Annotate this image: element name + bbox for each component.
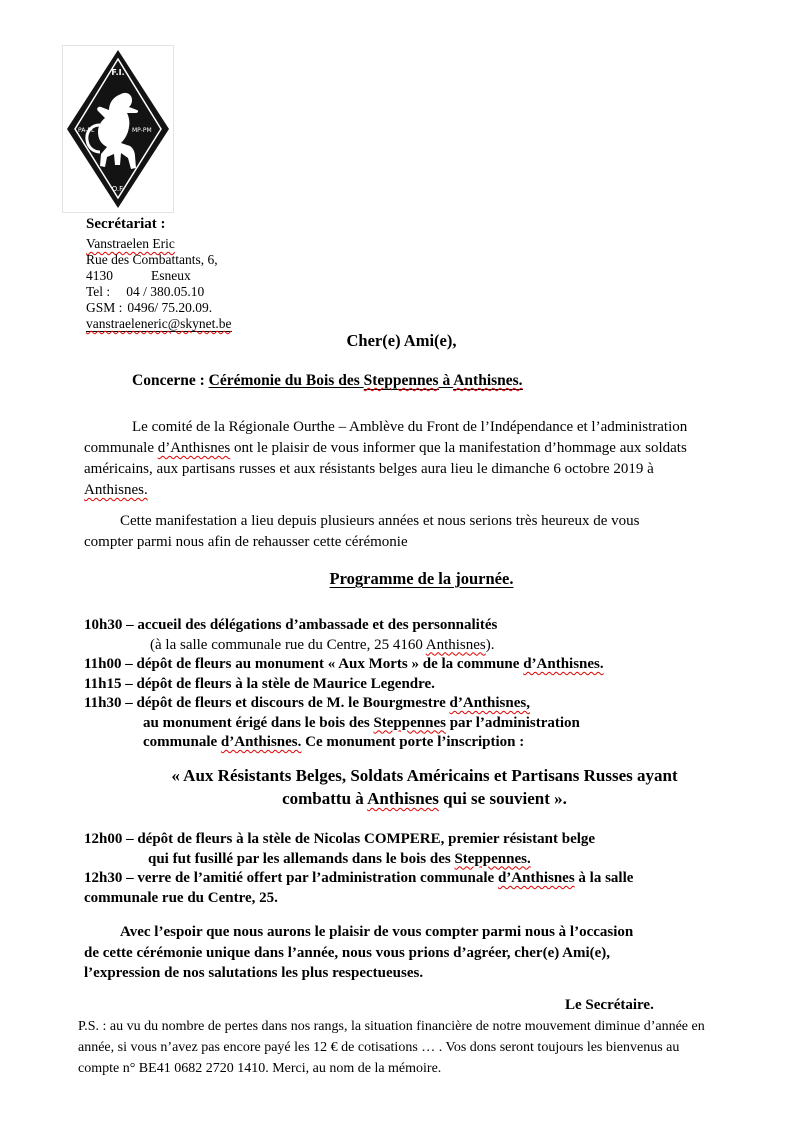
paragraph-line: [84, 459, 744, 480]
text-segment: Concerne :: [132, 372, 209, 389]
postscript-paragraph: [78, 1016, 770, 1079]
program-list: [84, 616, 764, 753]
program-title: Programme de la journée.: [329, 569, 514, 588]
text-segment: Cérémonie du Bois des: [208, 372, 364, 389]
text-segment: Steppennes.: [454, 850, 531, 867]
program-item-11h15: [84, 675, 764, 695]
paragraph-line: [84, 417, 744, 438]
secretariat-heading: Secrétariat :: [86, 216, 166, 232]
paragraph-line: [78, 1037, 770, 1058]
lion-rampant-emblem: [64, 47, 172, 211]
text-segment: américains, aux partisans russes et aux résistants belges aura lieu le dimanche 6 octobre 2019 à: [84, 461, 654, 477]
logo-left-label: PA-PL: [78, 127, 95, 134]
text-segment: « Aux Résistants Belges, Soldats Américains et Partisans Russes ayant: [171, 766, 678, 785]
signature: Le Secrétaire.: [565, 997, 654, 1013]
text-segment: communale: [143, 734, 221, 750]
subject-line: [132, 372, 523, 390]
paragraph-invitation: [84, 511, 744, 553]
text-segment: compter parmi nous afin de rehausser cette cérémonie: [84, 534, 408, 550]
secretary-name: [86, 236, 232, 252]
inscription-line: [46, 787, 803, 810]
program-list-noon: [84, 830, 764, 908]
city-line: [86, 268, 232, 284]
program-item-continuation: [84, 850, 764, 870]
salutation: Cher(e) Ami(e),: [346, 331, 457, 350]
inscription-line: [46, 764, 803, 787]
email-link[interactable]: vanstraeleneric@skynet.be: [86, 316, 232, 331]
text-segment: à: [438, 372, 454, 389]
text-segment: Steppennes: [373, 714, 446, 731]
logo-top-label: F.I.: [111, 68, 125, 77]
program-item-12h00: [84, 830, 764, 850]
text-segment: de cette cérémonie unique dans l’année, nous vous prions d’agréer, cher(e) Ami(e),: [84, 944, 611, 961]
paragraph-line: [84, 438, 744, 459]
text-segment: à la salle: [574, 870, 634, 886]
text-segment: qui fut fusillé par les allemands dans le bois des: [148, 850, 455, 867]
text-segment: l’expression de nos salutations les plus respectueuses.: [84, 965, 424, 981]
closing-paragraph: [84, 922, 744, 984]
paragraph-intro: [84, 417, 744, 501]
text-segment: 11h15 – dépôt de fleurs à la stèle de Maurice Legendre.: [84, 675, 435, 692]
text-segment: ont le plaisir de vous informer que la manifestation d’hommage aux soldats: [230, 440, 687, 456]
text-segment: Ce monument porte l’inscription :: [301, 734, 525, 750]
postal-code: 4130: [86, 268, 113, 283]
paragraph-line: [78, 1058, 770, 1079]
text-segment: 11h00 – dépôt de fleurs au monument « Aux Morts » de la commune: [84, 656, 524, 672]
street-address: Rue des Combattants, 6,: [86, 252, 218, 267]
text-segment: communale rue du Centre, 25.: [84, 889, 278, 906]
paragraph-line: [84, 922, 744, 943]
program-item-10h30: [84, 616, 764, 636]
secretary-name-text: Vanstraelen Eric: [86, 236, 175, 251]
program-item-location: [84, 636, 764, 656]
text-segment: Anthisnes: [425, 636, 486, 653]
paragraph-line: [84, 963, 744, 984]
text-segment: P.S. : au vu du nombre de pertes dans nos rangs, la situation financière de notre mouvement diminue d’année en: [78, 1019, 705, 1034]
text-segment: Cette manifestation a lieu depuis plusieurs années et nous serions très heureux de vous: [120, 513, 640, 529]
logo-bottom-label: O.F.: [111, 185, 125, 193]
text-segment: 11h30 – dépôt de fleurs et discours de M. le Bourgmestre: [84, 695, 450, 711]
text-segment: 12h30 – verre de l’amitié offert par l’administration communale: [84, 870, 498, 886]
text-segment: compte n° BE41 0682 2720 1410. Merci, au nom de la mémoire.: [78, 1061, 442, 1076]
text-segment: d’Anthisnes.: [523, 656, 604, 672]
text-segment: d’Anthisnes: [157, 440, 231, 456]
email-line: [86, 316, 232, 332]
telephone-line: [86, 284, 232, 300]
secretariat-block: [86, 216, 232, 332]
gsm-line: [86, 300, 232, 316]
text-segment: Avec l’espoir que nous aurons le plaisir de vous compter parmi nous à l’occasion: [120, 924, 634, 940]
paragraph-line: [84, 511, 744, 532]
text-segment: d’Anthisnes: [497, 870, 575, 886]
text-segment: Anthisnes: [367, 789, 439, 808]
paragraph-line: [84, 943, 744, 964]
text-segment: qui se souvient ».: [438, 789, 567, 808]
fi-logo: [62, 45, 174, 213]
text-segment: Anthisnes.: [84, 482, 148, 498]
text-segment: 10h30 – accueil des délégations d’ambassade et des personnalités: [84, 617, 498, 633]
text-segment: Le comité de la Régionale Ourthe – Amblève du Front de l’Indépendance et l’administration: [132, 419, 688, 435]
text-segment: ).: [485, 636, 495, 653]
city: Esneux: [151, 268, 191, 283]
text-segment: Steppennes: [363, 372, 439, 389]
gsm-label: GSM :: [86, 300, 123, 315]
paragraph-line: [84, 532, 744, 553]
tel-number: 04 / 380.05.10: [126, 284, 205, 299]
text-segment: au monument érigé dans le bois des: [143, 714, 374, 731]
text-segment: communale: [84, 440, 158, 456]
program-item-11h00: [84, 655, 764, 675]
program-item-continuation: [84, 889, 764, 909]
program-item-11h30: [84, 694, 764, 714]
text-segment: (à la salle communale rue du Centre, 25 4160: [150, 636, 426, 653]
tel-label: Tel :: [86, 284, 111, 299]
text-segment: Anthisnes.: [453, 372, 523, 389]
paragraph-line: [78, 1016, 770, 1037]
program-item-continuation: [84, 733, 764, 753]
text-segment: 12h00 – dépôt de fleurs à la stèle de Nicolas COMPERE, premier résistant belge: [84, 831, 596, 847]
gsm-number: 0496/ 75.20.09.: [127, 300, 213, 315]
text-segment: combattu à: [282, 789, 368, 808]
text-segment: année, si vous n’avez pas encore payé les 12 € de cotisations … . Vos dons seront toujours les bienvenus au: [78, 1040, 680, 1055]
monument-inscription: [0, 764, 803, 810]
text-segment: d’Anthisnes.: [220, 734, 302, 750]
text-segment: par l’administration: [445, 714, 580, 731]
paragraph-line: [84, 480, 744, 501]
logo-right-label: MP-PM: [132, 127, 152, 134]
text-segment: d’Anthisnes,: [449, 695, 530, 711]
program-item-12h30: [84, 869, 764, 889]
program-item-continuation: [84, 714, 764, 734]
